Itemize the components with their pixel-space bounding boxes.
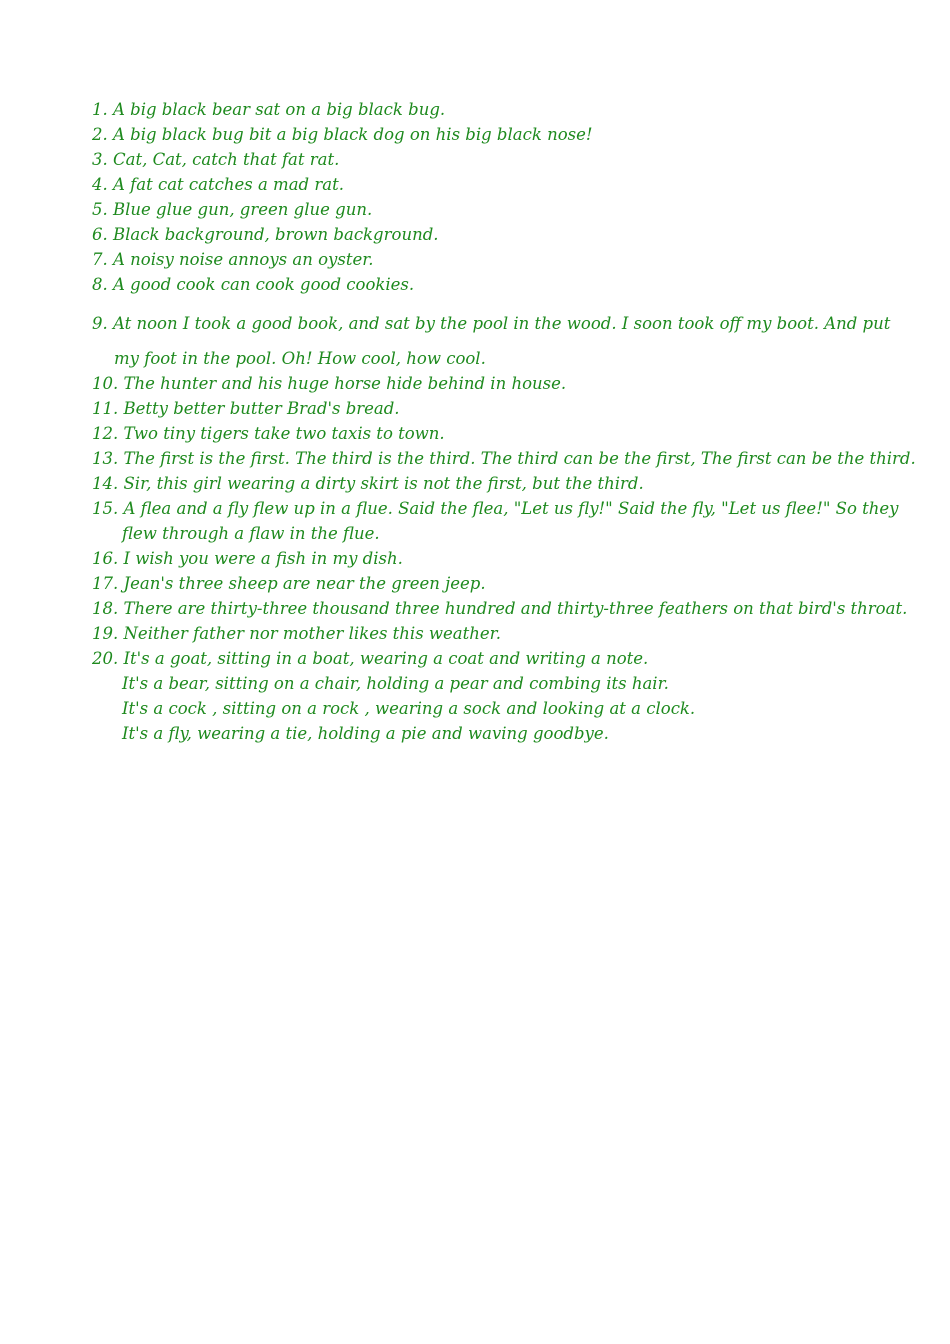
twister-16: 16. I wish you were a fish in my dish. — [92, 549, 403, 568]
twister-7: 7. A noisy noise annoys an oyster. — [92, 250, 374, 269]
twister-6: 6. Black background, brown background. — [92, 225, 439, 244]
twister-9: 9. At noon I took a good book, and sat by the pool in the wood. I soon took off my boot. And put — [92, 314, 891, 333]
twister-20: 20. It's a goat, sitting in a boat, wearing a coat and writing a note. — [92, 649, 649, 668]
twister-15-continued: flew through a flaw in the flue. — [122, 524, 380, 543]
twister-13: 13. The first is the first. The third is the third. The third can be the first, The first can be the third. — [92, 449, 916, 468]
twister-12: 12. Two tiny tigers take two taxis to town. — [92, 424, 445, 443]
twister-1: 1. A big black bear sat on a big black bug. — [92, 100, 446, 119]
twister-9-continued: my foot in the pool. Oh! How cool, how cool. — [114, 349, 486, 368]
twister-20-line-3: It's a cock , sitting on a rock , wearing a sock and looking at a clock. — [122, 699, 696, 718]
twister-14: 14. Sir, this girl wearing a dirty skirt is not the first, but the third. — [92, 474, 644, 493]
tongue-twister-list — [92, 97, 916, 746]
twister-19: 19. Neither father nor mother likes this weather. — [92, 624, 501, 643]
twister-17: 17. Jean's three sheep are near the green jeep. — [92, 574, 486, 593]
twister-4: 4. A fat cat catches a mad rat. — [92, 175, 344, 194]
twister-20-line-4: It's a fly, wearing a tie, holding a pie and waving goodbye. — [122, 724, 609, 743]
twister-15: 15. A flea and a fly flew up in a flue. Said the flea, "Let us fly!" Said the fly, "Let us flee!" So they — [92, 499, 899, 518]
twister-2: 2. A big black bug bit a big black dog on his big black nose! — [92, 125, 593, 144]
twister-10: 10. The hunter and his huge horse hide behind in house. — [92, 374, 567, 393]
twister-18: 18. There are thirty-three thousand three hundred and thirty-three feathers on that bird's throat. — [92, 599, 908, 618]
twister-5: 5. Blue glue gun, green glue gun. — [92, 200, 373, 219]
twister-8: 8. A good cook can cook good cookies. — [92, 275, 415, 294]
twister-11: 11. Betty better butter Brad's bread. — [92, 399, 400, 418]
twister-20-line-2: It's a bear, sitting on a chair, holding a pear and combing its hair. — [122, 674, 669, 693]
twister-3: 3. Cat, Cat, catch that fat rat. — [92, 150, 340, 169]
